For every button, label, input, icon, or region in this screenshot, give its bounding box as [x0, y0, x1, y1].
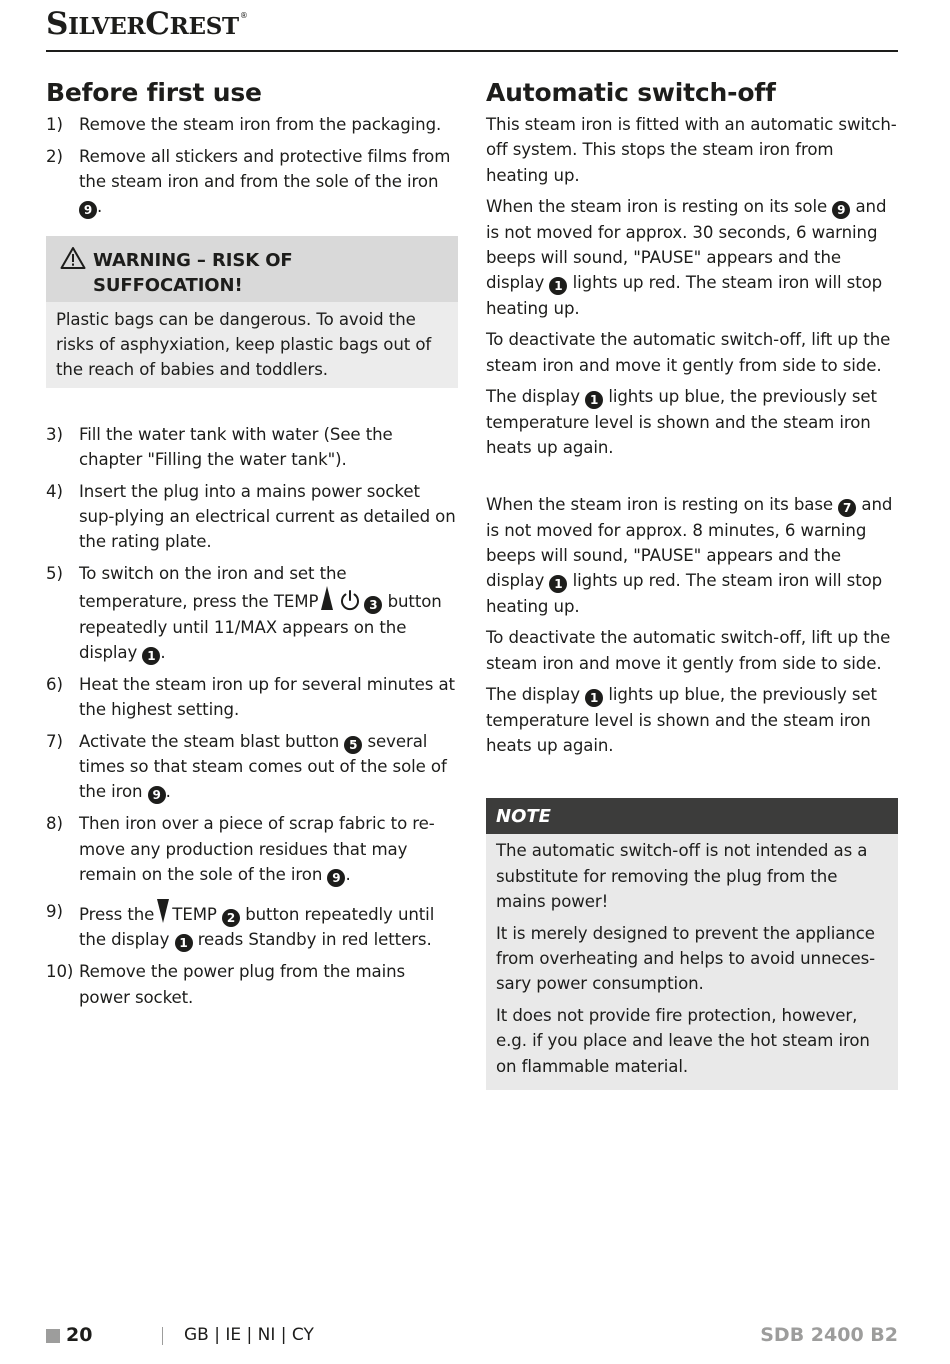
ref-number-badge: 3 [364, 596, 382, 614]
paragraph: When the steam iron is resting on its sole 9 and is not moved for approx. 30 seconds, 6 warning beeps will sound, "PAUSE" appears and the display 1 lights up red. The steam iron will stop heating up. [486, 197, 887, 318]
left-column [46, 74, 458, 1016]
ref-number-badge: 7 [838, 499, 856, 517]
paragraph: To deactivate the automatic switch-off, lift up the steam iron and move it gently from side to side. [486, 628, 891, 673]
note-body [486, 834, 898, 1089]
right-column [486, 74, 898, 1090]
power-icon [339, 589, 361, 611]
ref-number-badge: 1 [549, 575, 567, 593]
footer-square-icon [46, 1329, 60, 1343]
warning-triangle-icon [60, 246, 86, 270]
list-item: 3) Fill the water tank with water (See the chapter "Filling the water tank"). [46, 424, 393, 469]
paragraph: This steam iron is fitted with an automatic switch-off system. This stops the steam iron from heating up. [486, 115, 897, 185]
note-box [486, 798, 898, 1089]
paragraph: When the steam iron is resting on its base 7 and is not moved for approx. 8 minutes, 6 warning beeps will sound, "PAUSE" appears and the display 1 lights up red. The steam iron will stop heating up. [486, 495, 893, 616]
page-header [46, 4, 898, 52]
ref-number-badge: 1 [142, 647, 160, 665]
list-item: 6) Heat the steam iron up for several minutes at the highest setting. [46, 674, 455, 720]
ref-number-badge: 5 [344, 736, 362, 754]
list-item: 2) Remove all stickers and protective films from the steam iron and from the sole of the iron 9 . [46, 146, 451, 218]
ref-number-badge: 1 [175, 934, 193, 952]
ref-number-badge: 1 [549, 277, 567, 295]
warning-body: Plastic bags can be dangerous. To avoid the risks of asphyxiation, keep plastic bags out of the reach of babies and toddlers. [56, 309, 432, 380]
model-number: SDB 2400 B2 [760, 1324, 898, 1346]
section-title-automatic-switch-off: Automatic switch-off [486, 78, 776, 107]
brand-logo: SILVERCREST® [46, 6, 248, 42]
ref-number-badge: 9 [832, 201, 850, 219]
paragraph: To deactivate the automatic switch-off, lift up the steam iron and move it gently from side to side. [486, 330, 891, 375]
list-item: 1) Remove the steam iron from the packaging. [46, 115, 442, 134]
note-paragraph: The automatic switch-off is not intended as a substitute for removing the plug from the mains power! [496, 841, 868, 911]
warning-box [46, 236, 458, 388]
list-item: 5) To switch on the iron and set the temperature, press the TEMP 3 button repeatedly until 11/MAX appears on the display 1 . [46, 564, 442, 663]
note-paragraph: It is merely designed to prevent the appliance from overheating and helps to avoid unneces-sary power consumption. [496, 923, 876, 994]
steps-list-a [46, 112, 458, 220]
ref-number-badge: 2 [222, 909, 240, 927]
ref-number-badge: 1 [585, 391, 603, 409]
footer-languages: GB | IE | NI | CY [184, 1325, 314, 1345]
steps-list-b [46, 422, 458, 1010]
list-item: 4) Insert the plug into a mains power socket sup-plying an electrical current as detailed on the rating plate. [46, 481, 456, 552]
page-footer [46, 1320, 898, 1350]
ref-number-badge: 1 [585, 689, 603, 707]
paragraph: The display 1 lights up blue, the previously set temperature level is shown and the steam iron heats up again. [486, 387, 877, 458]
list-item: 10) Remove the power plug from the mains power socket. [46, 962, 406, 1007]
ref-number-badge: 9 [148, 786, 166, 804]
footer-divider [162, 1327, 163, 1345]
warning-title-line1: WARNING – RISK OF [93, 249, 293, 271]
temp-up-icon [321, 586, 333, 610]
temp-down-icon [157, 899, 169, 923]
list-item: 9) Press the TEMP 2 button repeatedly until the display 1 reads Standby in red letters. [46, 899, 458, 953]
ref-number-badge: 9 [79, 201, 97, 219]
list-item: 7) Activate the steam blast button 5 several times so that steam comes out of the sole of the iron 9 . [46, 731, 447, 803]
list-item: 8) Then iron over a piece of scrap fabric to re-move any production residues that may remain on the sole of the iron 9 . [46, 814, 435, 885]
section-title-before-first-use: Before first use [46, 78, 262, 107]
warning-header [46, 236, 458, 302]
paragraph: The display 1 lights up blue, the previously set temperature level is shown and the steam iron heats up again. [486, 685, 877, 756]
note-title: NOTE [486, 798, 898, 834]
warning-title-line2: SUFFOCATION! [93, 274, 243, 296]
note-paragraph: It does not provide fire protection, however, e.g. if you place and leave the hot steam iron on flammable material. [496, 1006, 870, 1076]
page-number: 20 [66, 1324, 93, 1346]
ref-number-badge: 9 [327, 869, 345, 887]
